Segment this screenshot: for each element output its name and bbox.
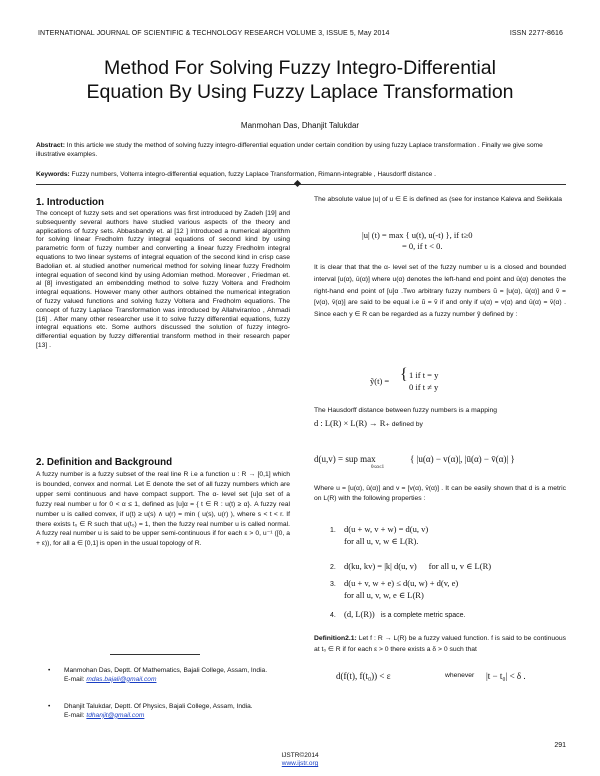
property-1-formula: d(u + w, v + w) = d(u, v) [344,524,429,534]
footnote-2-email[interactable]: tdhanjit@gmail.com [86,711,145,719]
hausdorff-rhs: { |u(α) − v(α)|, |ū(α) − v̄(α)| } [410,454,515,464]
cases-brace: { [400,366,408,383]
keywords-label: Keywords: [36,171,70,178]
metric-intro: Where u = [u(α), ū(α)] and v = [v(α), v̄(α)] . It can be easily shown that d is a metric on L(R) with the following properties : [314,485,566,502]
abs-value-formula-1: |u| (t) = max { u(t), u(-t) }, if t≥0 [362,230,473,240]
property-3-tail: for all u, v, w, e ∈ L(R) [344,590,424,600]
abstract [36,141,566,159]
keywords-text: Fuzzy numbers, Volterra integro-differential equation, fuzzy Laplace Transformation, Rimann-integrable , Hausdorff distance . [69,171,436,178]
footnote-2-email-label: E-mail: [64,711,87,719]
alpha-level-paragraph: It is clear that that the α- level set of the fuzzy number u is a closed and bounded interval [u(α), ū(α)] where u(α) denotes the left-hand end point and ū(α) denotes the right-hand end point of [u]α .Two arbitrary fuzzy numbers ũ = [u(α), ū(α)] and ṽ = [v(α), v̄(α)] are said to be equal i.e ũ = ṽ if and only if u(α) = v(α) and ū(α) = v̄(α) . Since each y ∈ R can be regarded as a fuzzy number ỹ defined by : [314,264,566,319]
authors: Manmohan Das, Dhanjit Talukdar [240,121,360,130]
continuity-formula: d(f(t), f(t₀)) < ε [336,671,391,681]
issn-label: ISSN 2277-8616 [509,30,563,37]
bullet-icon: • [48,703,51,710]
case-2: 0 if t ≠ y [409,382,439,392]
footnote-2 [48,703,288,720]
title-line-1: Method For Solving Fuzzy Integro-Differential [104,57,496,79]
footnote-1-author: Manmohan Das, Deptt. Of Mathematics, Bajali College, Assam, India. [64,667,268,674]
page-number: 291 [554,742,566,749]
abstract-text: In this article we study the method of solving fuzzy integro-differential equation under certain condition by using fuzzy Laplace transformation . Finally we give some illustrative examples. [36,142,543,158]
journal-header: INTERNATIONAL JOURNAL OF SCIENTIFIC & TECHNOLOGY RESEARCH VOLUME 3, ISSUE 5, May 2014 [38,30,390,37]
property-1 [330,524,566,547]
hausdorff-map: d : L(R) × L(R) → R₊ [314,418,390,428]
abstract-label: Abstract: [36,142,65,149]
footnote-1 [48,667,288,684]
property-3-number: 3. [330,581,336,588]
abs-value-intro: The absolute value |u| of u ∈ E is defined as (see for instance Kaleva and Seikkala [314,196,563,203]
section-1-heading: 1. Introduction [36,197,105,208]
footnote-2-author: Dhanjit Talukdar, Deptt. Of Physics, Bajali College, Assam, India. [64,703,253,710]
property-4-number: 4. [330,612,336,619]
defined-by: defined by [391,421,423,428]
footer-url[interactable]: www.ijstr.org [281,760,319,767]
divider-diamond-icon [294,180,301,187]
y-tilde-label: ỹ(t) = [370,376,390,386]
property-4 [330,609,566,619]
hausdorff-map-line [314,418,566,429]
definition-2-1 [314,633,566,655]
abs-value-formula-2: = 0, if t < 0. [402,241,443,251]
section-1-body: The concept of fuzzy sets and set operations was first introduced by Zadeh [19] and subsequently several authors have studied various aspects of the theory and applications of fuzzy sets. Abbasbandy et. al [12 ] introduced a numerical algorithm for solving linear Fredholm fuzzy integral equations of second kind by using parametric form of fuzzy number and converting a linear fuzzy Fredholm integral equations to two linear systems of integral equation of the second kind in crisp case Badolian et. al studied another numerical method for solving linear fuzzy Fredholm integral equation of second kind by using Adomian method. Moreover , Friedman et. al [8] investigated an embendding method to solve fuzzy Voltera and Fredholm integral equations. However many other authors obtained the numerical integration of fuzzy valued functions and solving fuzzy Voltera and Fredholm equations. The concept of fuzzy Laplace Transformation was introduced by Allahviranloo , Ahmadi [16] . After many other researcher use it to solve fuzzy differential equations, fuzzy integral equations etc. Some authors discussed the solution of fuzzy integro-differential equation by fuzzy differential transform method in their research paper [13] . [36,210,290,349]
property-2-formula: d(ku, kv) = |k| d(u, v) [344,561,417,571]
paper-title [20,56,580,104]
hausdorff-sub: 0≤α≤1 [371,465,385,470]
section-2-body: A fuzzy number is a fuzzy subset of the real line R i.e a function u : R → [0,1] which is bounded, convex and normal. Let E denote the set of all fuzzy numbers which are upper semi continuous and have compact support. The α- level set [u]α set of a fuzzy real number u for 0 < α ≤ 1, defined as [u]α = { t ∈ R : u(t) ≥ α}. A fuzzy real number u is called convex, if u(t) ≥ u(s) ∧ u(r) = min ( u(s), u(r) ), where s < t < r. If there exists t₀ ∈ R such that u(t₀) = 1, then the fuzzy real number u is called normal. A fuzzy real number u is said to be upper semi-continuous if for each ε > 0, u⁻¹ ([0, a + ε)), for all a ∈ [0,1] is open in the usual topology of R. [36,471,290,548]
continuity-whenever: whenever [445,672,475,679]
keywords [36,170,566,179]
continuity-tail: |t − t₀| < δ . [486,671,526,681]
property-3 [330,578,566,601]
definition-text: Let f : R → L(R) be a fuzzy valued function. f is said to be continuous at t₀ ∈ R if for each ε > 0 there exists a δ > 0 such that [314,635,566,653]
property-3-formula: d(u + v, w + e) ≤ d(u, w) + d(v, e) [344,578,459,588]
case-1: 1 if t = y [409,370,439,380]
property-4-formula: (d, L(R)) [344,609,375,619]
hausdorff-intro: The Hausdorff distance between fuzzy numbers is a mapping [314,407,497,414]
property-2-number: 2. [330,564,336,571]
title-line-2: Equation By Using Fuzzy Laplace Transformation [86,81,514,103]
bullet-icon: • [48,667,51,674]
property-4-tail: is a complete metric space. [380,612,466,619]
footer [0,752,600,768]
footer-code: IJSTR©2014 [281,752,319,759]
property-2 [330,561,566,572]
section-2-heading: 2. Definition and Background [36,457,173,468]
footnote-1-email-label: E-mail: [64,675,87,683]
definition-label: Definition2.1: [314,635,357,642]
footnote-1-email[interactable]: mdas.bajali@gmail.com [86,675,157,683]
hausdorff-lhs: d(u,v) = sup max [314,454,376,464]
property-1-number: 1. [330,527,336,534]
property-1-tail: for all u, v, w ∈ L(R). [344,536,419,546]
section-divider [36,184,566,185]
footnote-rule [110,654,200,655]
property-2-tail: for all u, v ∈ L(R) [428,561,492,571]
